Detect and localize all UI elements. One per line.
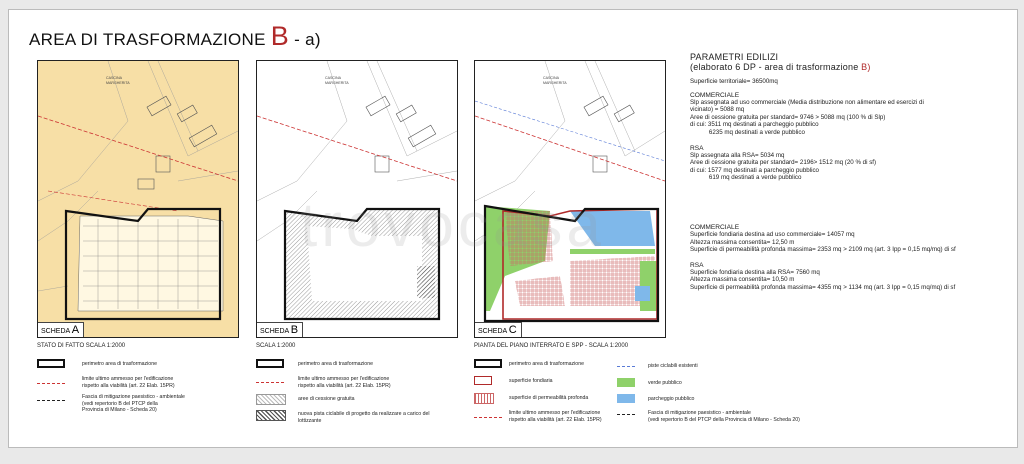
legend-c-item: piste ciclabili esistenti (648, 363, 698, 369)
red-hatch-swatch-icon (474, 393, 494, 404)
commerciale-line: Slp assegnata ad uso commerciale (Media distribuzione non alimentare ed esercizi di (690, 98, 924, 106)
title-suffix: - a) (294, 30, 321, 49)
blue-swatch-icon (617, 394, 635, 403)
watermark: trovocasa (300, 191, 605, 260)
svg-text:MARGHERITA: MARGHERITA (543, 81, 567, 85)
light-hatch-swatch-icon (256, 394, 286, 405)
superficie-territoriale: Superficie territoriale= 36500mq (690, 78, 778, 85)
commerciale-title: COMMERCIALE (690, 91, 740, 99)
red-dashed-line-icon (37, 383, 65, 384)
caption-a: STATO DI FATTO SCALA 1:2000 (37, 343, 126, 349)
black-dashed-line-icon (37, 400, 65, 401)
rsa2-line: Altezza massima consentita= 10,50 m (690, 276, 795, 284)
red-dashed-line-icon (474, 417, 502, 418)
legend-c-item: superficie di permeabilità profonda (509, 395, 589, 401)
legend-a-item: limite ultimo ammesso per l'edificazione rispetto alla viabilità (art. 22 Elab. 15PR) (82, 376, 175, 389)
perimeter-swatch-icon (37, 359, 65, 368)
legend-c-item: parcheggio pubblico (648, 396, 695, 402)
svg-text:CASCINA: CASCINA (543, 76, 559, 80)
commerciale2-line: Superficie di permeabilità profonda massima= 2353 mq > 2109 mq (art. 3 Ipp = 0,15 mq/mq) di sf (690, 246, 956, 254)
legend-c-item: verde pubblico (648, 380, 682, 386)
map-a-drawing (38, 61, 238, 337)
caption-b: SCALA 1:2000 (256, 343, 296, 349)
params-subheading: (elaborato 6 DP - area di trasformazione B) (690, 62, 871, 72)
rsa-line: Slp assegnata alla RSA= 5034 mq (690, 151, 785, 159)
legend-b-item: nuova pista ciclabile di progetto da realizzare a carico del lottizzante (298, 411, 430, 424)
svg-text:CASCINA: CASCINA (325, 76, 341, 80)
perimeter-swatch-icon (474, 359, 502, 368)
scheda-a-label: SCHEDA A (38, 322, 84, 337)
legend-c-item: perimetro area di trasformazione (509, 361, 584, 367)
rsa2-title: RSA (690, 261, 704, 269)
red-dashed-line-icon (256, 382, 284, 383)
dark-hatch-swatch-icon (256, 410, 286, 421)
legend-c-item: Fascia di mitigazione paesistico - ambientale (vedi repertorio B del PTCP della Provincia di Milano - Scheda 20) (648, 410, 800, 423)
rsa2-line: Superficie di permeabilità profonda massima= 4355 mq > 1134 mq (art. 3 Ipp = 0,15 mq/mq) di sf (690, 283, 956, 291)
title-main: AREA DI TRASFORMAZIONE (29, 30, 266, 49)
commerciale2-title: COMMERCIALE (690, 223, 740, 231)
commerciale-line: di cui: 3511 mq destinati a parcheggio pubblico (690, 121, 819, 129)
map-panel-a (37, 60, 239, 338)
legend-b-item: perimetro area di trasformazione (298, 361, 373, 367)
commerciale2-line: Superficie fondiaria destina ad uso commerciale= 14057 mq (690, 230, 855, 238)
commerciale-line: 6235 mq destinati a verde pubblico (690, 128, 805, 136)
scheda-c-label: SCHEDA C (475, 322, 522, 337)
rsa2-line: Superficie fondiaria destina alla RSA= 7560 mq (690, 268, 820, 276)
commerciale-line: Aree di cessione gratuita per standard= 9746 > 5088 mq (100 % di Slp) (690, 113, 886, 121)
caption-c: PIANTA DEL PIANO INTERRATO E SPP - SCALA 1:2000 (474, 343, 629, 349)
rsa-line: 619 mq destinati a verde pubblico (690, 174, 802, 182)
blue-dashed-line-icon (617, 366, 635, 367)
rsa-line: Aree di cessione gratuita per standard= 2196> 1512 mq (20 % di sf) (690, 159, 877, 167)
svg-text:CASCINA: CASCINA (106, 76, 122, 80)
scheda-b-label: SCHEDA B (257, 322, 303, 337)
legend-b-item: limite ultimo ammesso per l'edificazione rispetto alla viabilità (art. 22 Elab. 15PR) (298, 376, 391, 389)
green-swatch-icon (617, 378, 635, 387)
commerciale2-line: Altezza massima consentita= 12,50 m (690, 238, 795, 246)
commerciale-line: vicinato) = 5088 mq (690, 106, 745, 114)
black-dashed-line-icon (617, 414, 635, 415)
title-letter: B (270, 21, 290, 51)
legend-a-item: Fascia di mitigazione paesistico - ambientale (vedi repertorio B del PTCP della Provincia di Milano - Scheda 20) (82, 394, 185, 413)
legend-b-item: aree di cessione gratuita (298, 396, 355, 402)
perimeter-swatch-icon (256, 359, 284, 368)
rsa-title: RSA (690, 144, 704, 152)
rsa-line: di cui: 1577 mq destinati a parcheggio pubblico (690, 166, 819, 174)
svg-text:MARGHERITA: MARGHERITA (325, 81, 349, 85)
params-heading: PARAMETRI EDILIZI (690, 52, 779, 62)
svg-text:MARGHERITA: MARGHERITA (106, 81, 130, 85)
page-title (29, 21, 321, 52)
legend-c-item: limite ultimo ammesso per l'edificazione rispetto alla viabilità (art. 22 Elab. 15PR) (509, 410, 602, 423)
legend-c-item: superficie fondiaria (509, 378, 553, 384)
parametri-edilizi (690, 52, 1010, 292)
red-outline-swatch-icon (474, 376, 492, 385)
legend-a-item: perimetro area di trasformazione (82, 361, 157, 367)
